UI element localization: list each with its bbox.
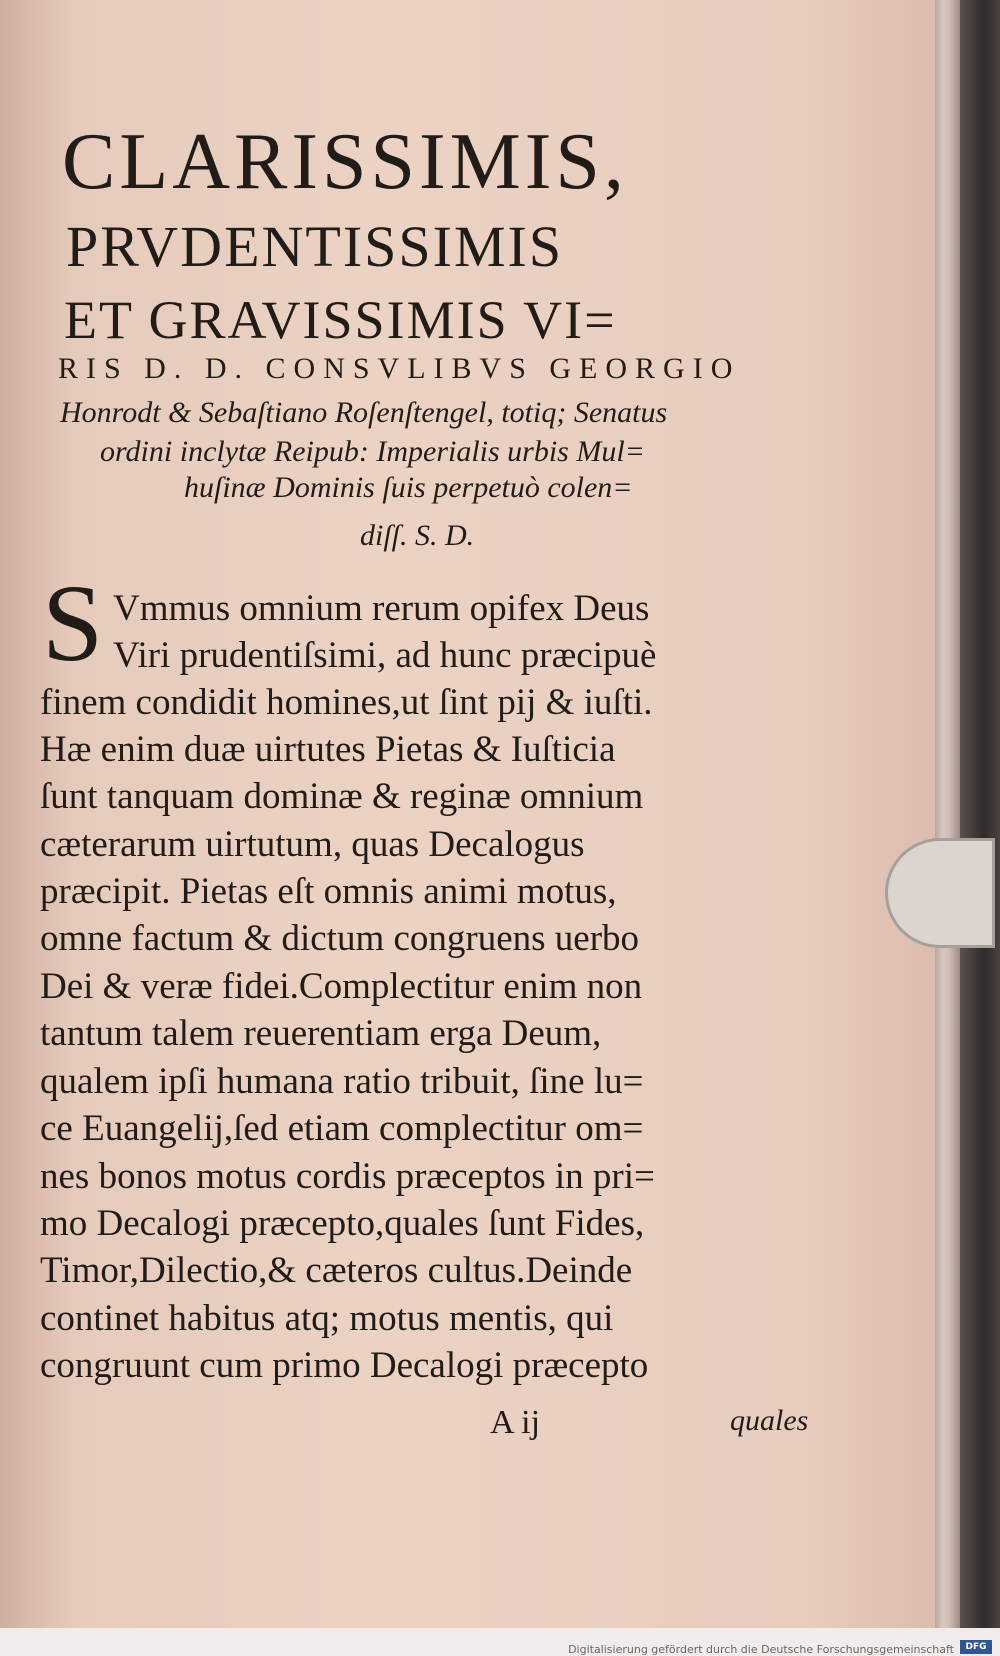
body-line: Hæ enim duæ uirtutes Pietas & Iuſticia — [40, 729, 616, 770]
binding-shadow — [960, 0, 1000, 1628]
dfg-logo: DFG — [960, 1640, 992, 1654]
drop-cap: S — [42, 562, 104, 684]
body-line: ce Euangelij,ſed etiam complectitur om= — [40, 1108, 644, 1149]
body-line: omne factum & dictum congruens uerbo — [40, 918, 640, 959]
page-clip — [885, 838, 995, 948]
body-line: præcipit. Pietas eſt omnis animi motus, — [40, 871, 617, 912]
body-line: Viri prudentiſsimi, ad hunc præcipuè — [113, 635, 657, 676]
body-line: continet habitus atq; motus mentis, qui — [40, 1298, 614, 1339]
catchword: quales — [730, 1404, 809, 1437]
heading-line-8: diſſ. S. D. — [360, 519, 475, 552]
body-line: qualem ipſi humana ratio tribuit, ſine lu= — [40, 1061, 644, 1102]
heading-line-7: huſinæ Dominis ſuis perpetuò colen= — [184, 471, 633, 504]
heading-line-2: PRVDENTISSIMIS — [66, 214, 564, 279]
heading-line-5: Honrodt & Sebaſtiano Roſenſtengel, totiq; Senatus — [60, 396, 668, 429]
heading-line-6: ordini inclytæ Reipub: Imperialis urbis Mul= — [100, 435, 645, 468]
body-line: ſunt tanquam dominæ & reginæ omnium — [40, 776, 644, 817]
signature-mark: A ij — [490, 1404, 541, 1441]
body-line: tantum talem reuerentiam erga Deum, — [40, 1013, 602, 1054]
body-line: Timor,Dilectio,& cæteros cultus.Deinde — [40, 1250, 633, 1291]
body-line: cæterarum uirtutum, quas Decalogus — [40, 824, 585, 865]
heading-line-4: RIS D. D. CONSVLIBVS GEORGIO — [58, 352, 741, 385]
body-line: mo Decalogi præcepto,quales ſunt Fides, — [40, 1203, 645, 1244]
body-line: Vmmus omnium rerum opifex Deus — [113, 588, 650, 629]
heading-line-1: CLARISSIMIS, — [62, 118, 628, 206]
body-line: nes bonos motus cordis præceptos in pri= — [40, 1156, 655, 1197]
body-line: finem condidit homines,ut ſint pij & iuſti. — [40, 682, 653, 723]
body-line: Dei & veræ fidei.Complectitur enim non — [40, 966, 643, 1007]
body-line: congruunt cum primo Decalogi præcepto — [40, 1345, 649, 1386]
footer-credit: Digitalisierung gefördert durch die Deutsche Forschungsgemeinschaft — [568, 1643, 954, 1656]
heading-line-3: ET GRAVISSIMIS VI= — [64, 290, 617, 350]
page-edge — [935, 0, 960, 1628]
